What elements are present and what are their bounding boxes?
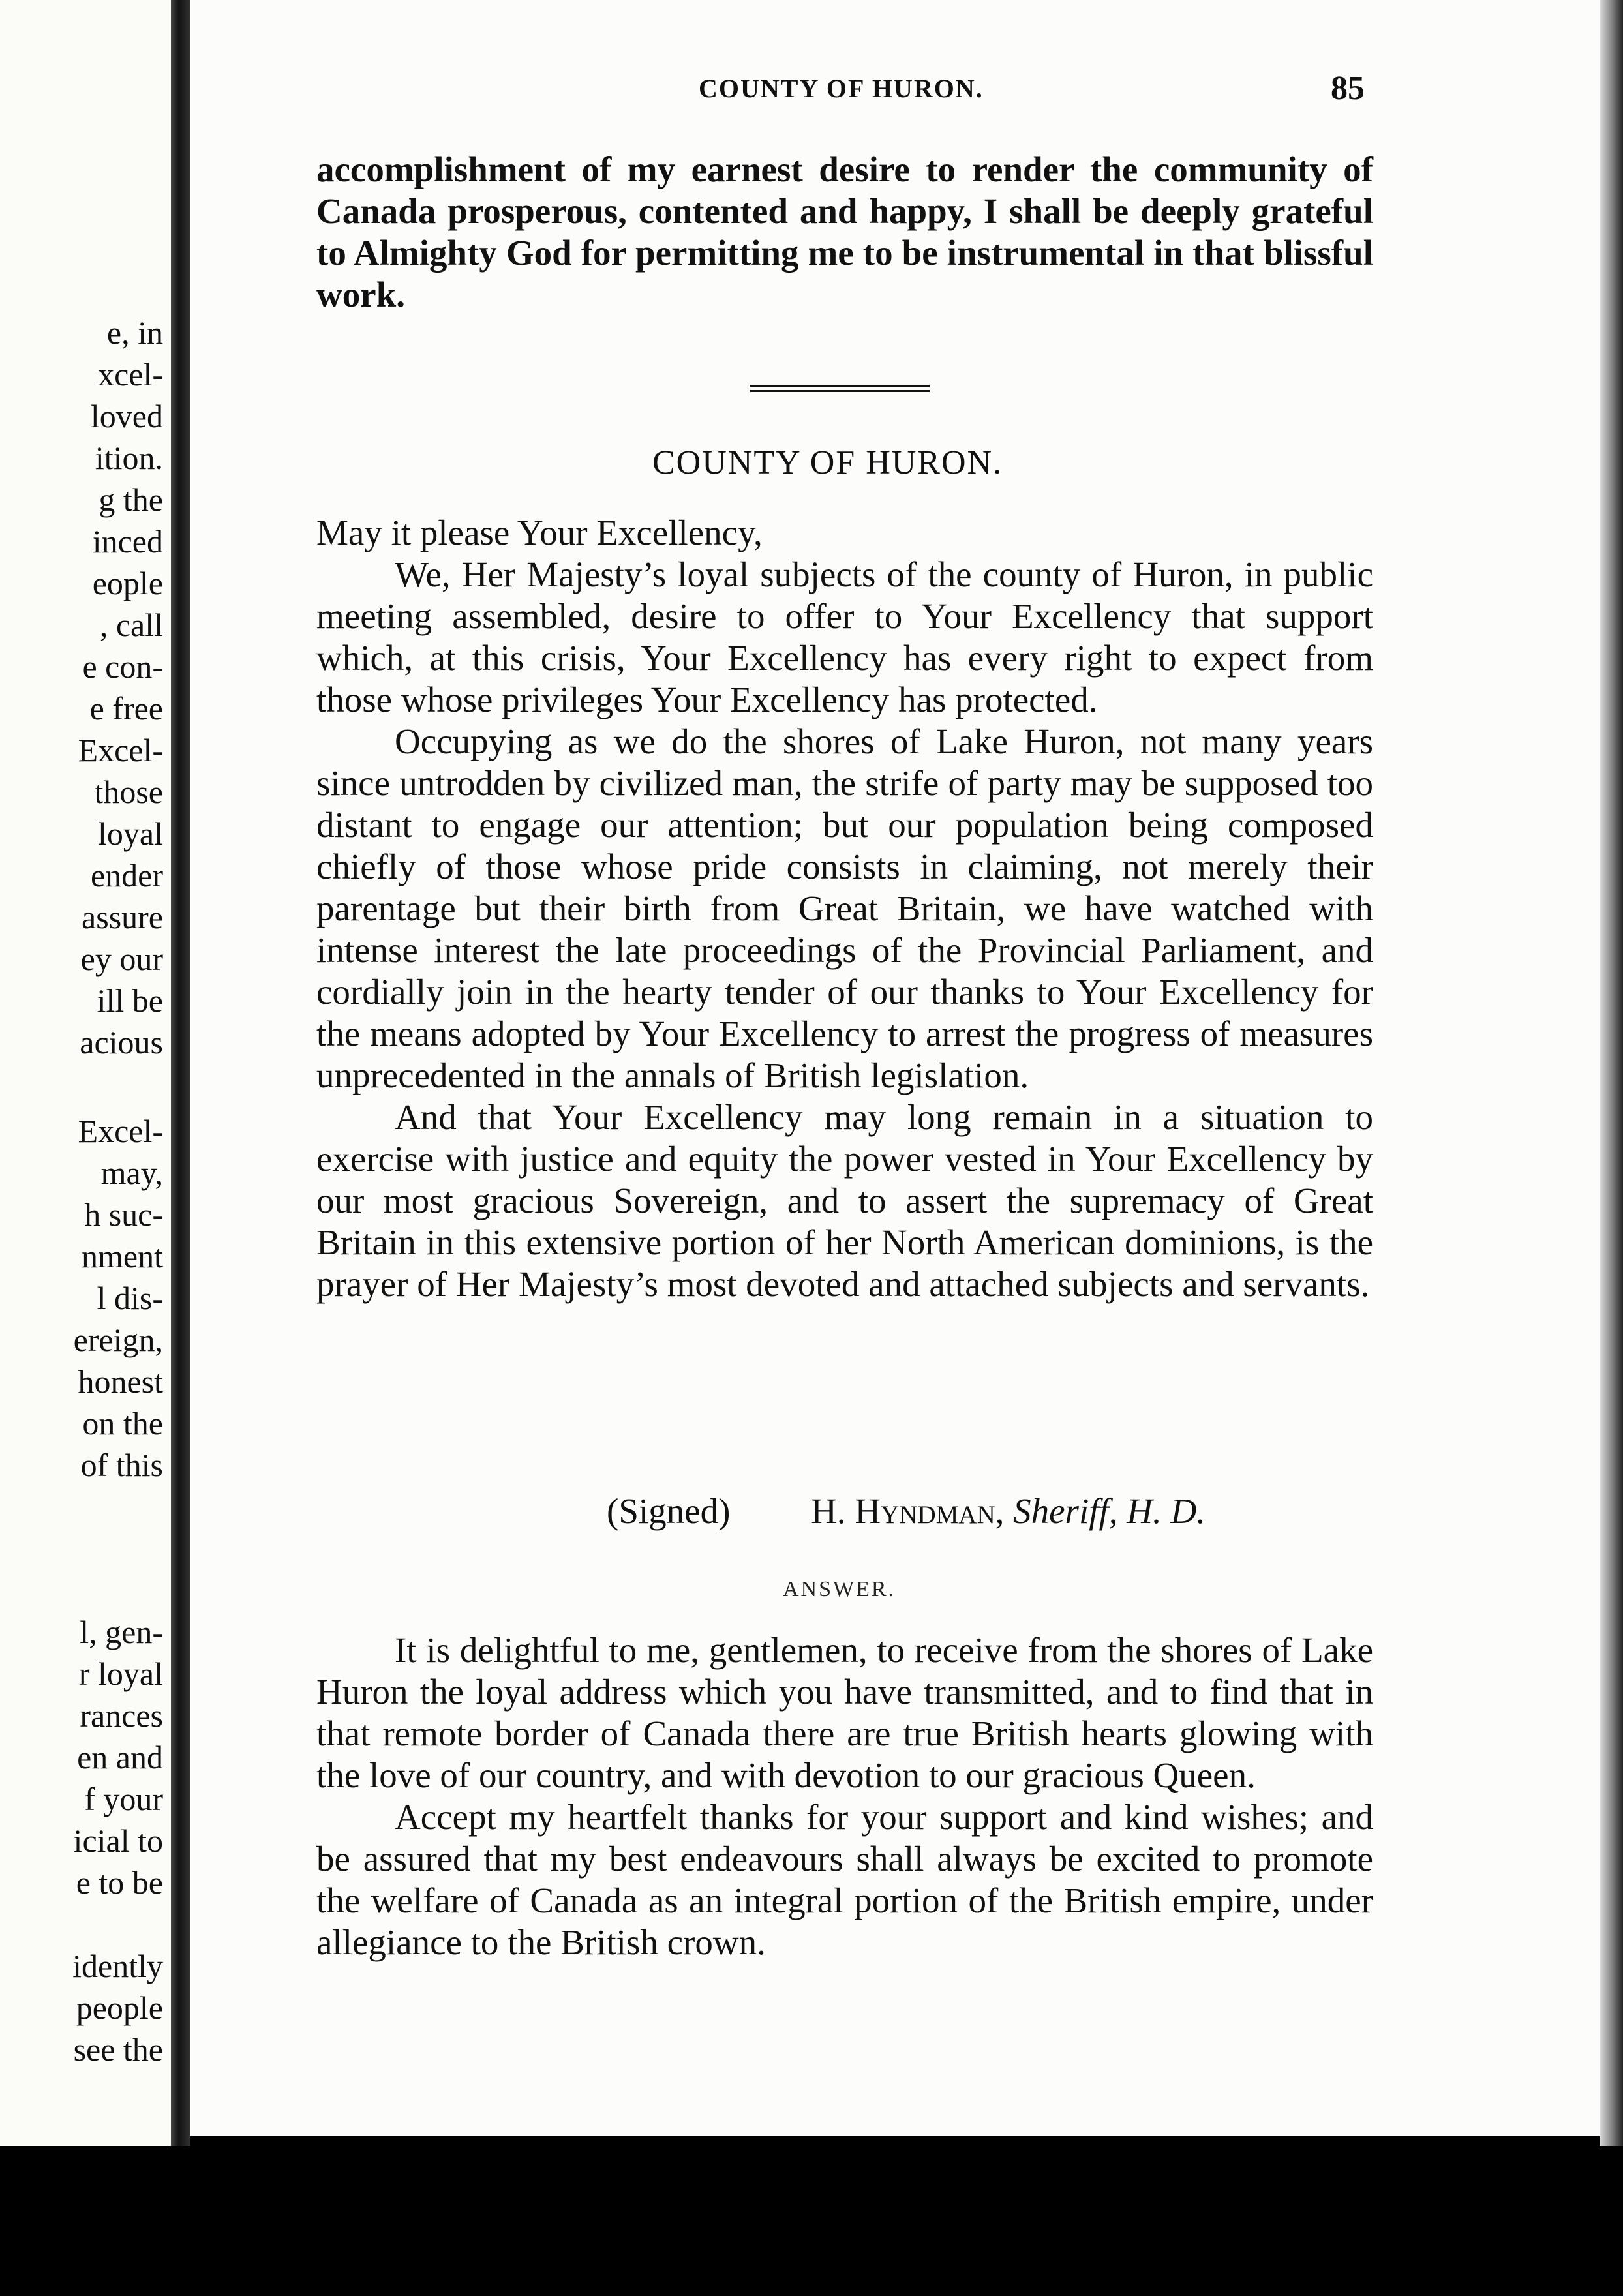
left-page-text-fragment: , call bbox=[99, 607, 163, 643]
left-page-text-fragment: e to be bbox=[76, 1864, 163, 1901]
address-paragraph: Occupying as we do the shores of Lake Huron, not many years since untrodden by civilized man, the strife of party may be supposed too distant to engage our attention; but our population being composed chiefly of those whose pride consists in claiming, not merely their parentage but their birth from Great Britain, we have watched with intense interest the late proceedings of the Provincial Parliament, and cordially join in the hearty tender of our thanks to Your Excellency for the means adopted by Your Excellency to arrest the progress of measures unprecedented in the annals of British legislation. bbox=[316, 721, 1373, 1095]
left-page-text-fragment: h suc- bbox=[84, 1196, 163, 1233]
address-paragraph: And that Your Excellency may long remain in a situation to exercise with justice and equity the power vested in Your Excellency by our most gracious Sovereign, and to assert the supremacy of Great Britain in this extensive portion of her North American dominions, is the prayer of Her Majesty’s most devoted and attached subjects and servants. bbox=[316, 1097, 1373, 1304]
left-page-text-fragment: e, in bbox=[106, 314, 163, 351]
left-page-text-fragment: people bbox=[76, 1989, 163, 2026]
left-page-text-fragment: Excel- bbox=[78, 732, 163, 768]
left-page-text-fragment: e free bbox=[89, 690, 163, 727]
left-page-text-fragment: Excel- bbox=[78, 1113, 163, 1149]
left-page-fragment bbox=[0, 0, 172, 2146]
left-page-text-fragment: loved bbox=[90, 398, 163, 434]
left-page-text-fragment: ereign, bbox=[73, 1322, 163, 1358]
section-divider bbox=[750, 385, 930, 395]
answer-paragraph: Accept my heartfelt thanks for your support and kind wishes; and be assured that my best endeavours shall always be excited to promote the welfare of Canada as an integral portion of the British empire, under allegiance to the British crown. bbox=[316, 1797, 1373, 1962]
left-page-text-fragment: l dis- bbox=[97, 1280, 163, 1316]
address-paragraph: We, Her Majesty’s loyal subjects of the county of Huron, in public meeting assembled, desire to offer to Your Excellency that support which, at this crisis, Your Excellency has every right to expect from those whose privileges Your Excellency has protected. bbox=[316, 554, 1373, 719]
left-page-text-fragment: rances bbox=[80, 1697, 163, 1734]
left-page-text-fragment: l, gen- bbox=[80, 1614, 163, 1650]
signed-label: (Signed) bbox=[607, 1491, 731, 1531]
left-page-text-fragment: loyal bbox=[98, 815, 163, 852]
left-page-text-fragment: r loyal bbox=[78, 1655, 163, 1692]
page-edge bbox=[1600, 0, 1623, 2146]
left-page-text-fragment: acious bbox=[80, 1024, 163, 1061]
left-page-text-fragment: icial to bbox=[73, 1822, 163, 1859]
left-page-text-fragment: may, bbox=[100, 1155, 163, 1191]
left-page-text-fragment: ender bbox=[90, 857, 163, 894]
continuation-text: accomplishment of my earnest desire to render the community of Canada prosperous, contented and happy, I shall be deeply grateful to Almighty God for permitting me to be instrumental in that blissful work. bbox=[316, 149, 1373, 314]
left-page-text-fragment: assure bbox=[82, 899, 163, 935]
signature-line bbox=[607, 1490, 1206, 1532]
left-page-text-fragment: f your bbox=[84, 1781, 163, 1817]
left-page-text-fragment: ill be bbox=[97, 982, 163, 1019]
running-head: COUNTY OF HURON. bbox=[699, 74, 984, 103]
left-page-text-fragment: ition. bbox=[95, 440, 163, 476]
left-page-text-fragment: on the bbox=[82, 1405, 163, 1442]
left-page-text-fragment: en and bbox=[77, 1739, 163, 1775]
section-title: COUNTY OF HURON. bbox=[652, 444, 1003, 481]
left-page-text-fragment: ey our bbox=[80, 941, 163, 977]
left-page-text-fragment: eople bbox=[92, 565, 163, 601]
left-page-text-fragment: those bbox=[94, 774, 163, 810]
left-page-text-fragment: honest bbox=[78, 1363, 163, 1400]
left-page-text-fragment: nment bbox=[82, 1238, 163, 1275]
left-page-text-fragment: e con- bbox=[82, 648, 163, 685]
signatory-name: H. Hyndman, bbox=[811, 1491, 1005, 1531]
continuation-paragraph bbox=[316, 149, 1373, 316]
page-number: 85 bbox=[1331, 70, 1365, 107]
left-page-text-fragment: idently bbox=[72, 1948, 163, 1984]
answer-body bbox=[316, 1629, 1373, 1963]
address-body bbox=[316, 512, 1373, 1305]
book-gutter bbox=[171, 0, 190, 2146]
answer-heading: ANSWER. bbox=[783, 1577, 896, 1601]
left-page-text-fragment: see the bbox=[73, 2031, 163, 2068]
answer-paragraph: It is delightful to me, gentlemen, to receive from the shores of Lake Huron the loyal address which you have transmitted, and to find that in that remote border of Canada there are true British hearts glowing with the love of our country, and with devotion to our gracious Queen. bbox=[316, 1630, 1373, 1795]
signatory-title: Sheriff, H. D. bbox=[1013, 1491, 1206, 1531]
left-page-text-fragment: of this bbox=[80, 1447, 163, 1483]
left-page-text-fragment: inced bbox=[92, 523, 163, 560]
left-page-text-fragment: xcel- bbox=[98, 356, 163, 393]
left-page-text-fragment: g the bbox=[99, 481, 163, 518]
salutation: May it please Your Excellency, bbox=[316, 513, 763, 552]
